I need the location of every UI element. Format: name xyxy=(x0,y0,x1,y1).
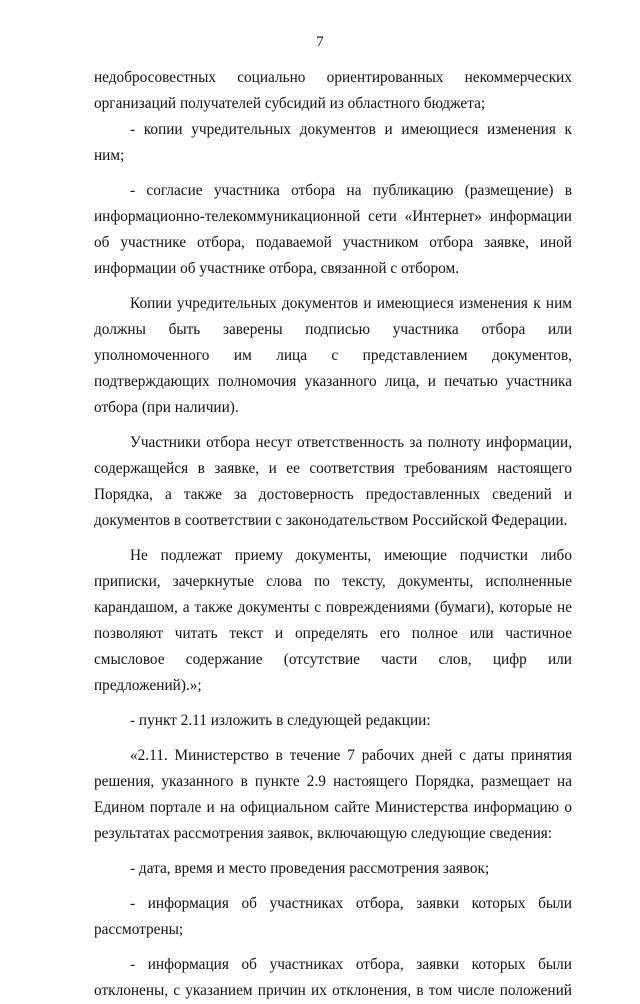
list-item-consent-publication: - согласие участника отбора на публикацию (размещение) в информационно-телекоммуникационной сети «Интернет» информации об участнике отбора, подаваемой участником отбора заявке, иной информации об участнике отбора, связанной с отбором. xyxy=(94,182,572,277)
list-item-reviewed-participants: - информация об участниках отбора, заявки которых были рассмотрены; xyxy=(94,895,572,938)
list-item-founding-documents: - копии учредительных документов и имеющиеся изменения к ним; xyxy=(94,121,572,164)
list-item-rejected-participants: - информация об участниках отбора, заявки которых были отклонены, с указанием причин их отклонения, в том числе положений xyxy=(94,956,572,999)
list-item-review-date-place: - дата, время и место проведения рассмотрения заявок; xyxy=(130,860,490,877)
paragraph-rejected-documents: Не подлежат приему документы, имеющие подчистки либо приписки, зачеркнутые слова по тексту, документы, исполненные карандашом, а также документы с повреждениями (бумаги), которые не позволяют читать текст и определять его полное или частичное смысловое содержание (отсутствие части слов, цифр или предложений).»; xyxy=(94,547,572,694)
paragraph-participant-responsibility: Участники отбора несут ответственность за полноту информации, содержащейся в заявке, и ее соответствия требованиям настоящего Порядка, а также за достоверность предоставленных сведений и документов в соответствии с законодательством Российской Федерации. xyxy=(94,434,572,529)
page-number: 7 xyxy=(316,34,324,50)
paragraph-clause-2-11-text: «2.11. Министерство в течение 7 рабочих дней с даты принятия решения, указанного в пункте 2.9 настоящего Порядка, размещает на Едином портале и на официальном сайте Министерства информацию о результатах рассмотрения заявок, включающую следующие сведения: xyxy=(94,747,572,842)
paragraph-continuation: недобросовестных социально ориентированных некоммерческих организаций получателей субсидий из областного бюджета; xyxy=(94,69,572,112)
list-item-clause-2-11: - пункт 2.11 изложить в следующей редакции: xyxy=(130,712,431,729)
paragraph-document-certification: Копии учредительных документов и имеющиеся изменения к ним должны быть заверены подписью участника отбора или уполномоченного им лица с представлением документов, подтверждающих полномочия указанного лица, и печатью участника отбора (при наличии). xyxy=(94,295,572,416)
document-body xyxy=(94,65,572,1004)
